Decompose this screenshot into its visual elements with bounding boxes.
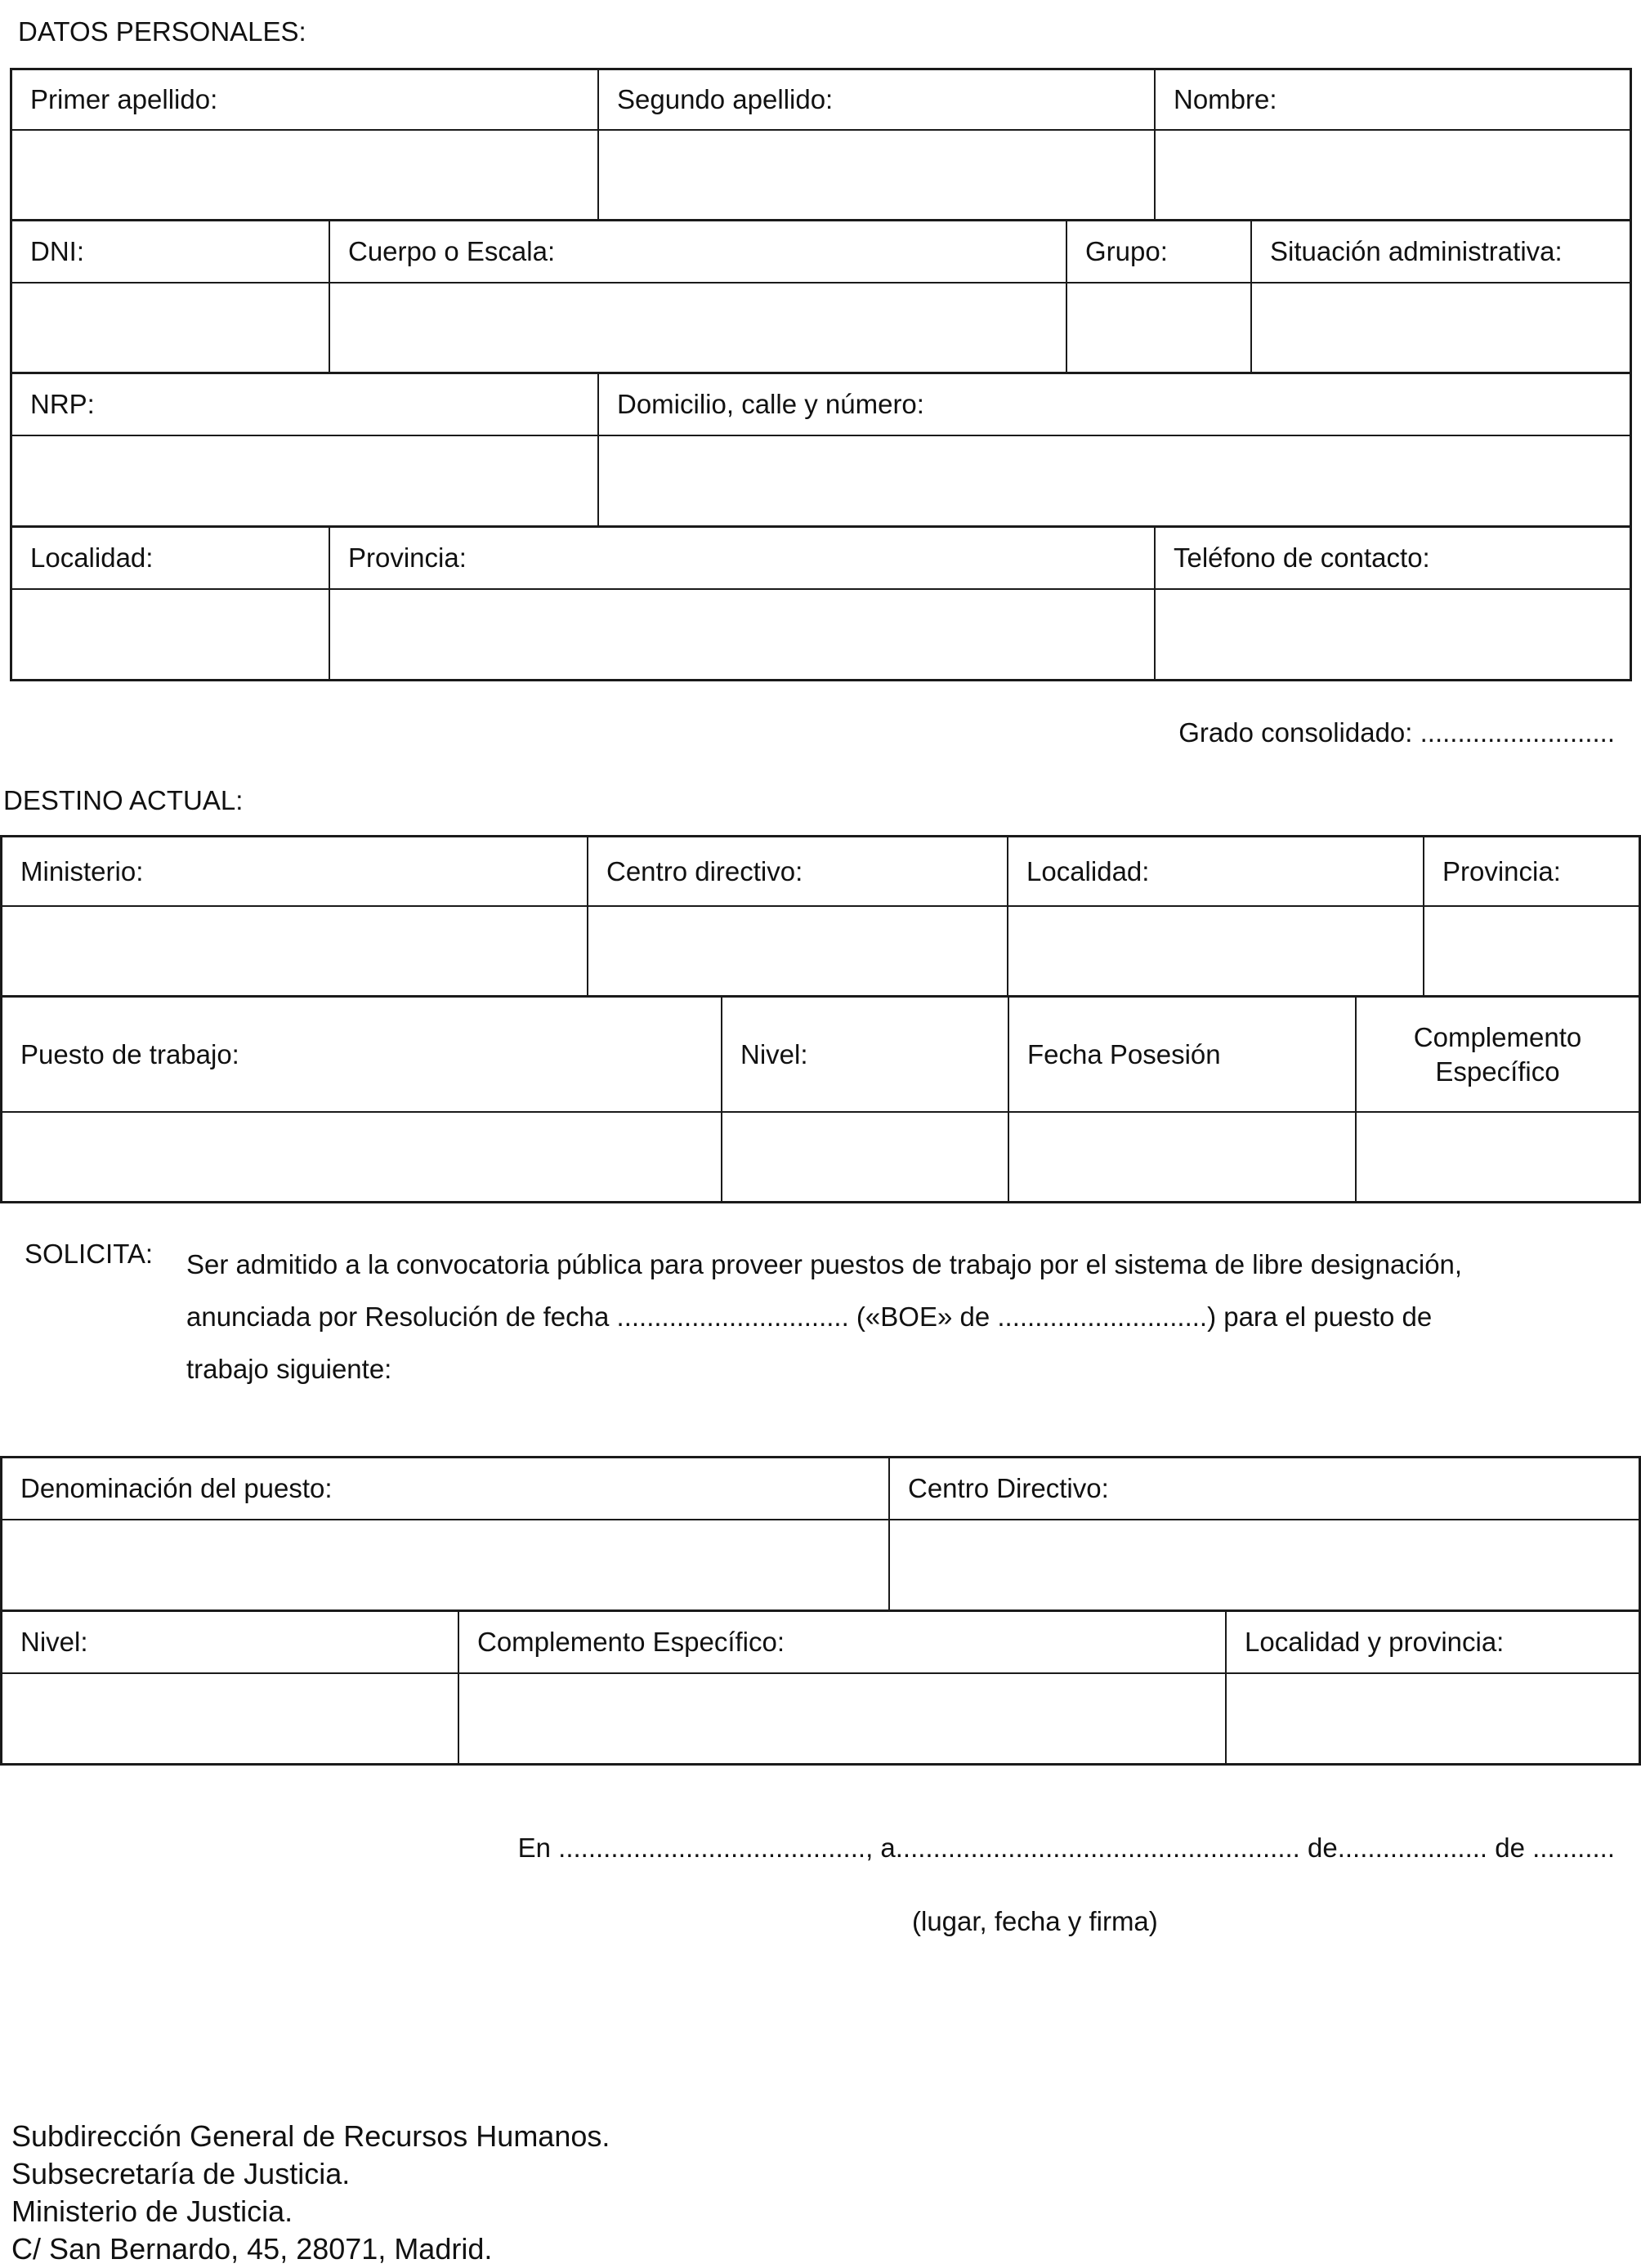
- puesto-trabajo-label: Puesto de trabajo:: [2, 998, 722, 1113]
- complemento-line1: Complemento: [1413, 1022, 1582, 1053]
- provincia-field[interactable]: [330, 590, 1156, 679]
- complemento-especifico-label: [1357, 998, 1639, 1113]
- complemento-especifico-field[interactable]: [1357, 1113, 1639, 1201]
- localidad-provincia-label: Localidad y provincia:: [1227, 1612, 1639, 1674]
- domicilio-label: Domicilio, calle y número:: [599, 374, 1630, 436]
- centro-directivo-field[interactable]: [588, 907, 1008, 995]
- localidad-field[interactable]: [12, 590, 330, 679]
- destino-table-top: [0, 835, 1641, 998]
- puesto-nivel-label: Nivel:: [2, 1612, 459, 1674]
- puesto-centro-directivo-label: Centro Directivo:: [890, 1458, 1639, 1520]
- primer-apellido-label: Primer apellido:: [12, 70, 599, 131]
- denominacion-field[interactable]: [2, 1520, 890, 1609]
- provincia-label: Provincia:: [330, 528, 1156, 590]
- puesto-trabajo-field[interactable]: [2, 1113, 722, 1201]
- dni-field[interactable]: [12, 284, 330, 372]
- nrp-label: NRP:: [12, 374, 599, 436]
- footer-address: [11, 2118, 610, 2268]
- personal-table-address: [10, 372, 1632, 528]
- solicita-line-1: Ser admitido a la convocatoria pública para proveer puestos de trabajo por el sistema de libre designación,: [186, 1249, 1463, 1279]
- grupo-field[interactable]: [1067, 284, 1252, 372]
- grupo-label: Grupo:: [1067, 221, 1252, 284]
- personal-table-names: [10, 68, 1632, 221]
- firma-line: En ........................................., a...................................................... de.................... de ...........: [517, 1833, 1615, 1863]
- nombre-label: Nombre:: [1156, 70, 1630, 131]
- destino-localidad-field[interactable]: [1008, 907, 1424, 995]
- primer-apellido-field[interactable]: [12, 131, 599, 219]
- destino-table-bottom: [0, 995, 1641, 1203]
- domicilio-field[interactable]: [599, 436, 1630, 525]
- denominacion-label: Denominación del puesto:: [2, 1458, 890, 1520]
- puesto-table-bottom: [0, 1609, 1641, 1766]
- destino-nivel-field[interactable]: [722, 1113, 1009, 1201]
- segundo-apellido-label: Segundo apellido:: [599, 70, 1156, 131]
- puesto-complemento-label: Complemento Específico:: [459, 1612, 1227, 1674]
- fecha-posesion-field[interactable]: [1009, 1113, 1357, 1201]
- nrp-field[interactable]: [12, 436, 599, 525]
- telefono-field[interactable]: [1156, 590, 1630, 679]
- cuerpo-label: Cuerpo o Escala:: [330, 221, 1067, 284]
- footer-line-1: Subdirección General de Recursos Humanos.: [11, 2119, 610, 2153]
- footer-line-3: Ministerio de Justicia.: [11, 2194, 293, 2228]
- destino-provincia-label: Provincia:: [1424, 837, 1639, 907]
- firma-caption: (lugar, fecha y firma): [912, 1906, 1158, 1936]
- situacion-field[interactable]: [1252, 284, 1630, 372]
- grado-consolidado: Grado consolidado: ..........................: [1178, 717, 1615, 748]
- centro-directivo-label: Centro directivo:: [588, 837, 1008, 907]
- puesto-complemento-field[interactable]: [459, 1674, 1227, 1763]
- destino-localidad-label: Localidad:: [1008, 837, 1424, 907]
- cuerpo-field[interactable]: [330, 284, 1067, 372]
- fecha-posesion-label: Fecha Posesión: [1009, 998, 1357, 1113]
- ministerio-label: Ministerio:: [2, 837, 588, 907]
- puesto-centro-directivo-field[interactable]: [890, 1520, 1639, 1609]
- complemento-line2: Específico: [1435, 1056, 1560, 1087]
- footer-line-2: Subsecretaría de Justicia.: [11, 2157, 351, 2190]
- nombre-field[interactable]: [1156, 131, 1630, 219]
- destino-provincia-field[interactable]: [1424, 907, 1639, 995]
- puesto-table-top: [0, 1456, 1641, 1612]
- telefono-label: Teléfono de contacto:: [1156, 528, 1630, 590]
- solicita-label: SOLICITA:: [25, 1239, 154, 1269]
- destino-nivel-label: Nivel:: [722, 998, 1009, 1113]
- personal-section-title: DATOS PERSONALES:: [18, 16, 306, 47]
- puesto-nivel-field[interactable]: [2, 1674, 459, 1763]
- dni-label: DNI:: [12, 221, 330, 284]
- solicita-line-2: anunciada por Resolución de fecha ............................... («BOE» de ............................) para el puesto de: [186, 1301, 1433, 1332]
- solicita-text: [186, 1239, 1462, 1395]
- solicita-line-3: trabajo siguiente:: [186, 1354, 392, 1384]
- personal-table-contact: [10, 525, 1632, 681]
- destino-section-title: DESTINO ACTUAL:: [3, 785, 244, 815]
- localidad-label: Localidad:: [12, 528, 330, 590]
- footer-line-4: C/ San Bernardo, 45, 28071, Madrid.: [11, 2232, 493, 2266]
- localidad-provincia-field[interactable]: [1227, 1674, 1639, 1763]
- ministerio-field[interactable]: [2, 907, 588, 995]
- situacion-label: Situación administrativa:: [1252, 221, 1630, 284]
- segundo-apellido-field[interactable]: [599, 131, 1156, 219]
- personal-table-id: [10, 219, 1632, 374]
